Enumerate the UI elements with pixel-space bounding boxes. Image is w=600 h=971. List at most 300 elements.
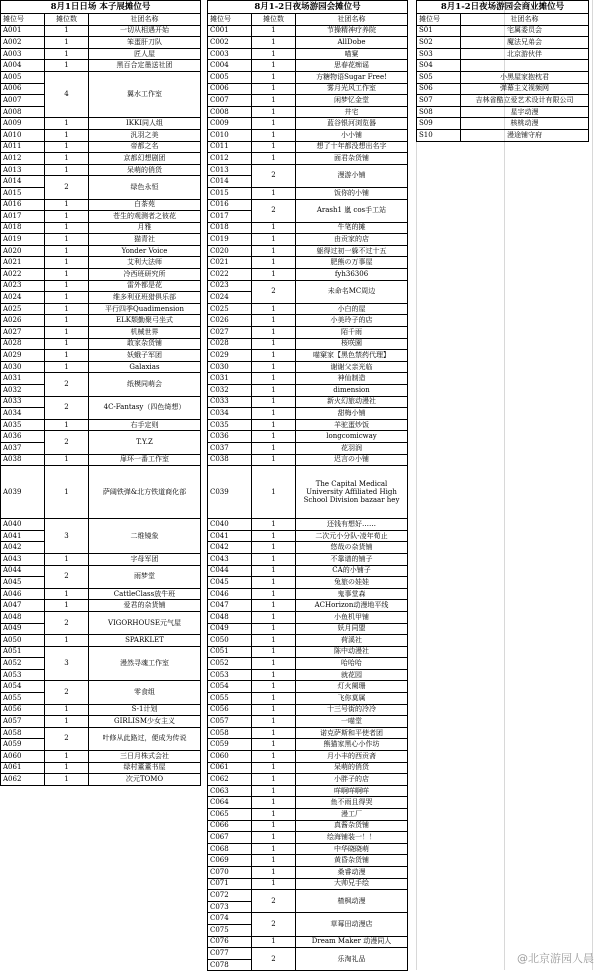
booth-count: 1 (45, 25, 89, 37)
booth-id: A045 (1, 577, 45, 589)
club-name: 就花园 (296, 669, 408, 681)
booth-id: S08 (417, 106, 461, 118)
club-name: 饭你的小铺 (296, 187, 408, 199)
booth-id: C047 (208, 600, 252, 612)
booth-id: A049 (1, 623, 45, 635)
booth-count: 1 (45, 211, 89, 223)
booth-count: 1 (252, 588, 296, 600)
table-row (208, 153, 408, 165)
booth-id: C069 (208, 855, 252, 867)
table-row (208, 408, 408, 420)
club-name: 二维镜象 (89, 519, 201, 554)
table-row (208, 141, 408, 153)
table-row (208, 716, 408, 728)
table-row (208, 83, 408, 95)
table-row (208, 222, 408, 234)
club-name: 甜梅小铺 (296, 408, 408, 420)
table-row (208, 646, 408, 658)
table-row (208, 199, 408, 211)
table-row (208, 727, 408, 739)
table-row (417, 60, 589, 72)
table-row (208, 623, 408, 635)
table-row (1, 222, 201, 234)
booth-count: 1 (45, 60, 89, 72)
club-name: 蓝谷银河浏览器 (296, 118, 408, 130)
booth-count: 1 (45, 361, 89, 373)
club-name: 笨蛋肝刀队 (89, 37, 201, 49)
booth-id: S03 (417, 48, 461, 60)
booth-count: 1 (252, 25, 296, 37)
table-row (208, 751, 408, 763)
table-row (208, 635, 408, 647)
booth-id: C063 (208, 785, 252, 797)
table-row (1, 37, 201, 49)
booth-count: 1 (45, 315, 89, 327)
club-name: 诺克萨斯和平使者团 (296, 727, 408, 739)
booth-count: 1 (252, 611, 296, 623)
table-row (208, 361, 408, 373)
club-name: ELK颓勤聚弓坐式 (89, 315, 201, 327)
table-row (417, 106, 589, 118)
booth-count: 1 (45, 338, 89, 350)
booth-count: 1 (252, 303, 296, 315)
table-row (208, 466, 408, 519)
table-row (208, 234, 408, 246)
club-name: 一切从相遇开始 (89, 25, 201, 37)
table-row (208, 71, 408, 83)
club-name: 灯火阑珊 (296, 681, 408, 693)
booth-count: 1 (252, 396, 296, 408)
booth-count: 1 (45, 751, 89, 763)
booth-id: C057 (208, 716, 252, 728)
club-name: 漫游小铺 (296, 164, 408, 187)
club-name: 呆萌的俏货 (296, 762, 408, 774)
table-row (208, 327, 408, 339)
booth-count: 1 (45, 48, 89, 60)
club-name: Galaxias (89, 361, 201, 373)
club-name: 匠人屋 (89, 48, 201, 60)
club-name: 平行四季Quadimension (89, 303, 201, 315)
booth-id: C031 (208, 373, 252, 385)
club-name: 二次元小分队-凌年荀止 (296, 530, 408, 542)
booth-id: C004 (208, 60, 252, 72)
club-name: 三日月株式会社 (89, 751, 201, 763)
booth-id: A052 (1, 658, 45, 670)
booth-id: C058 (208, 727, 252, 739)
table-row (1, 164, 201, 176)
booth-count: 1 (45, 600, 89, 612)
club-name: 井宅 (296, 106, 408, 118)
booth-count: 1 (252, 419, 296, 431)
table-row (208, 442, 408, 454)
club-name: 扉环一番工作室 (89, 454, 201, 466)
table-left-header (1, 14, 201, 26)
table-right (416, 0, 589, 142)
booth-id: C064 (208, 797, 252, 809)
booth-id: A006 (1, 83, 45, 95)
table-row (208, 948, 408, 960)
club-name: SPARKLET (89, 635, 201, 647)
col-header-booth: 摊位号 (208, 14, 252, 26)
table-row (208, 419, 408, 431)
table-row (1, 327, 201, 339)
booth-count: 1 (45, 588, 89, 600)
booth-id: S09 (417, 118, 461, 130)
club-name: The Capital Medical University Affiliated High School Division bazaar hey (296, 466, 408, 519)
booth-id: A031 (1, 373, 45, 385)
table-row (1, 211, 201, 223)
table-row (1, 373, 201, 385)
booth-count: 1 (252, 37, 296, 49)
booth-count: 1 (252, 820, 296, 832)
club-name: 面君杂货铺 (296, 153, 408, 165)
booth-count: 1 (252, 553, 296, 565)
booth-id: A042 (1, 542, 45, 554)
table-row (208, 762, 408, 774)
booth-count: 2 (45, 373, 89, 396)
table-row (208, 245, 408, 257)
booth-id: C030 (208, 361, 252, 373)
table-row (208, 338, 408, 350)
booth-id: A046 (1, 588, 45, 600)
table-row (417, 95, 589, 107)
booth-id: A044 (1, 565, 45, 577)
booth-count: 1 (45, 327, 89, 339)
table-row (1, 774, 201, 786)
club-name: 漫然寻魂工作室 (89, 646, 201, 681)
table-row (1, 71, 201, 83)
club-name: 乐淘礼品 (296, 948, 408, 971)
sheet-right (416, 0, 592, 142)
club-name: 爱君的杂货铺 (89, 600, 201, 612)
table-row (208, 669, 408, 681)
club-name: 咩啊咩啊咩 (296, 785, 408, 797)
club-name: 月小丰的西贡斋 (296, 751, 408, 763)
table-row (1, 48, 201, 60)
table-row (208, 565, 408, 577)
club-name (461, 60, 589, 72)
booth-count: 1 (252, 338, 296, 350)
booth-count: 1 (45, 129, 89, 141)
booth-count: 1 (252, 327, 296, 339)
booth-count: 1 (252, 658, 296, 670)
club-name: 节操精神疗养院 (296, 25, 408, 37)
booth-count: 1 (45, 635, 89, 647)
club-name: 苍生的观测者之彼花 (89, 211, 201, 223)
table-row (1, 588, 201, 600)
booth-id: C015 (208, 187, 252, 199)
booth-id: C046 (208, 588, 252, 600)
club-name: S-1计划 (89, 704, 201, 716)
booth-id: A062 (1, 774, 45, 786)
table-row (208, 913, 408, 925)
booth-id: A030 (1, 361, 45, 373)
club-name: 小鱼机甲铺 (296, 611, 408, 623)
booth-id: C070 (208, 866, 252, 878)
booth-count: 1 (252, 565, 296, 577)
table-row (208, 164, 408, 176)
booth-id: C067 (208, 832, 252, 844)
booth-id: C048 (208, 611, 252, 623)
booth-count: 1 (252, 257, 296, 269)
table-row (208, 577, 408, 589)
table-right-header (417, 14, 589, 26)
club-name: 猫青社 (89, 234, 201, 246)
club-name: 由贡家的店 (296, 234, 408, 246)
booth-count: 1 (45, 292, 89, 304)
booth-id: A009 (1, 118, 45, 130)
booth-count: 2 (252, 199, 296, 222)
booth-id: A047 (1, 600, 45, 612)
table-row (417, 71, 589, 83)
booth-id: A024 (1, 292, 45, 304)
booth-id: C025 (208, 303, 252, 315)
booth-id: A007 (1, 95, 45, 107)
club-name: 翼水工作室 (89, 71, 201, 117)
booth-id: S10 (417, 129, 461, 141)
booth-count: 1 (252, 48, 296, 60)
booth-id: A033 (1, 396, 45, 408)
table-row (1, 292, 201, 304)
booth-id: C006 (208, 83, 252, 95)
table-row (1, 635, 201, 647)
booth-count: 1 (252, 693, 296, 705)
booth-id: A036 (1, 431, 45, 443)
club-name: 萨阔铁弹&北方铁道商化部 (89, 466, 201, 519)
booth-id: C029 (208, 350, 252, 362)
booth-id: A058 (1, 727, 45, 739)
booth-count: 1 (252, 751, 296, 763)
booth-id: A019 (1, 234, 45, 246)
booth-count: 1 (45, 37, 89, 49)
booth-id: C033 (208, 396, 252, 408)
club-name: 4C-Fantasy（四色绮想） (89, 396, 201, 419)
booth-id: A002 (1, 37, 45, 49)
booth-count: 1 (252, 936, 296, 948)
booth-id: A010 (1, 129, 45, 141)
booth-count: 2 (45, 396, 89, 419)
booth-count: 1 (252, 385, 296, 397)
table-row (1, 141, 201, 153)
club-name: dimension (296, 385, 408, 397)
booth-count: 1 (45, 141, 89, 153)
booth-count: 1 (252, 530, 296, 542)
table-row (208, 396, 408, 408)
booth-count: 1 (252, 106, 296, 118)
club-name: 牛笔的摊 (296, 222, 408, 234)
col-header-name: 社团名称 (296, 14, 408, 26)
club-name: 小白的屋 (296, 303, 408, 315)
table-row (417, 118, 589, 130)
club-name: 小小铺 (296, 129, 408, 141)
booth-id: A004 (1, 60, 45, 72)
club-name: 雷外都是花 (89, 280, 201, 292)
table-row (1, 118, 201, 130)
club-name: 陈中动漫社 (296, 646, 408, 658)
club-name: 桑睿动漫 (296, 866, 408, 878)
club-name: CattleClass放牛班 (89, 588, 201, 600)
club-name: 机械世界 (89, 327, 201, 339)
booth-id: A040 (1, 519, 45, 531)
booth-id: C001 (208, 25, 252, 37)
table-row (1, 716, 201, 728)
club-name: 核桃动漫 (461, 118, 589, 130)
booth-count: 1 (252, 442, 296, 454)
club-name: 白茶苑 (89, 199, 201, 211)
col-header-booth: 摊位号 (1, 14, 45, 26)
booth-count: 1 (45, 222, 89, 234)
booth-count: 1 (252, 129, 296, 141)
table-row (417, 83, 589, 95)
table-row (208, 48, 408, 60)
club-name: 鱼不雨且得哭 (296, 797, 408, 809)
booth-count: 1 (45, 762, 89, 774)
table-row (208, 280, 408, 292)
booth-id: C012 (208, 153, 252, 165)
booth-count: 1 (252, 245, 296, 257)
booth-id: A003 (1, 48, 45, 60)
table-left (0, 0, 201, 786)
table-row (1, 199, 201, 211)
booth-count: 3 (45, 519, 89, 554)
club-name: 黄昏杂货铺 (296, 855, 408, 867)
col-header-count: 摊位数 (45, 14, 89, 26)
club-name: 闲梦忆金堂 (296, 95, 408, 107)
booth-count: 1 (252, 60, 296, 72)
table-row (1, 762, 201, 774)
club-name: 叶修从此路过，便成为传说 (89, 727, 201, 750)
table-row (1, 727, 201, 739)
club-name: 鬼事堂森 (296, 588, 408, 600)
table-row (208, 739, 408, 751)
club-name: 方糖物语Sugar Free! (296, 71, 408, 83)
sheet-middle (207, 0, 411, 971)
col-header-name: 社团名称 (89, 14, 201, 26)
club-name: 迟言の小铺 (296, 454, 408, 466)
booth-count: 1 (252, 373, 296, 385)
table-row (208, 95, 408, 107)
club-name: 真酱杂货铺 (296, 820, 408, 832)
booth-id: C049 (208, 623, 252, 635)
booth-count: 1 (45, 280, 89, 292)
table-row (208, 681, 408, 693)
table-row (208, 785, 408, 797)
booth-id: A021 (1, 257, 45, 269)
booth-count: 2 (45, 431, 89, 454)
booth-id: C026 (208, 315, 252, 327)
table-middle (207, 0, 408, 971)
club-name: fyh36306 (296, 269, 408, 281)
booth-id: C020 (208, 245, 252, 257)
club-name: 未命名MC周边 (296, 280, 408, 303)
booth-id: C007 (208, 95, 252, 107)
booth-id: C008 (208, 106, 252, 118)
booth-id: C051 (208, 646, 252, 658)
booth-id: S07 (417, 95, 461, 107)
booth-count: 4 (45, 71, 89, 117)
booth-count: 1 (45, 716, 89, 728)
club-name: 妖蛾子军团 (89, 350, 201, 362)
table-row (1, 280, 201, 292)
club-name: 草莓田动漫店 (296, 913, 408, 936)
club-name: 不靠谱的铺子 (296, 553, 408, 565)
club-name: 绘海铺装一！！ (296, 832, 408, 844)
table-row (1, 257, 201, 269)
booth-count: 1 (252, 153, 296, 165)
booth-id: C073 (208, 901, 252, 913)
booth-id: C078 (208, 959, 252, 971)
booth-id: A034 (1, 408, 45, 420)
booth-id: C071 (208, 878, 252, 890)
table-row (1, 176, 201, 188)
club-name: 想了十年都没想出名字 (296, 141, 408, 153)
club-name: 陌千雨 (296, 327, 408, 339)
booth-id: C022 (208, 269, 252, 281)
table-middle-title: 8月1-2日夜场游园会摊位号 (208, 1, 408, 14)
booth-count: 1 (252, 646, 296, 658)
table-row (1, 234, 201, 246)
table-row (208, 843, 408, 855)
booth-count: 1 (45, 245, 89, 257)
club-name: 小胖子的店 (296, 774, 408, 786)
booth-id: S05 (417, 71, 461, 83)
booth-count: 1 (45, 118, 89, 130)
table-row (208, 269, 408, 281)
club-name: Dream Maker 动漫同人 (296, 936, 408, 948)
booth-id: C038 (208, 454, 252, 466)
club-name: 次元TOMO (89, 774, 201, 786)
club-name: 还钱有想好…… (296, 519, 408, 531)
table-right-title: 8月1-2日夜场游园会商业摊位号 (417, 1, 589, 14)
watermark: @北京游园人晨 (517, 952, 594, 965)
booth-count: 1 (45, 454, 89, 466)
booth-count: 1 (252, 832, 296, 844)
booth-id: A012 (1, 153, 45, 165)
club-name: 十三号街的冷冷 (296, 704, 408, 716)
booth-id: C023 (208, 280, 252, 292)
sheet-left (0, 0, 204, 786)
booth-count: 1 (252, 466, 296, 519)
table-row (208, 187, 408, 199)
booth-count: 2 (45, 176, 89, 199)
table-row (208, 588, 408, 600)
club-name: 大帅兄手绘 (296, 878, 408, 890)
club-name: AllDobe (296, 37, 408, 49)
table-row (208, 303, 408, 315)
booth-id: C056 (208, 704, 252, 716)
table-row (1, 350, 201, 362)
club-name: 羊驼蛋炒饭 (296, 419, 408, 431)
table-row (1, 466, 201, 519)
booth-id: A008 (1, 106, 45, 118)
club-name: 绿色永恒 (89, 176, 201, 199)
table-row (208, 25, 408, 37)
club-name: 星宇动漫 (461, 106, 589, 118)
booth-id: C050 (208, 635, 252, 647)
club-name: 艾利大法师 (89, 257, 201, 269)
booth-count: 1 (45, 350, 89, 362)
booth-id: A053 (1, 669, 45, 681)
booth-count: 1 (252, 774, 296, 786)
booth-id: A060 (1, 751, 45, 763)
booth-count: 1 (252, 187, 296, 199)
booth-id: C017 (208, 211, 252, 223)
booth-count: 1 (252, 141, 296, 153)
booth-id: C054 (208, 681, 252, 693)
table-row (1, 129, 201, 141)
table-row (208, 832, 408, 844)
booth-id: A041 (1, 530, 45, 542)
